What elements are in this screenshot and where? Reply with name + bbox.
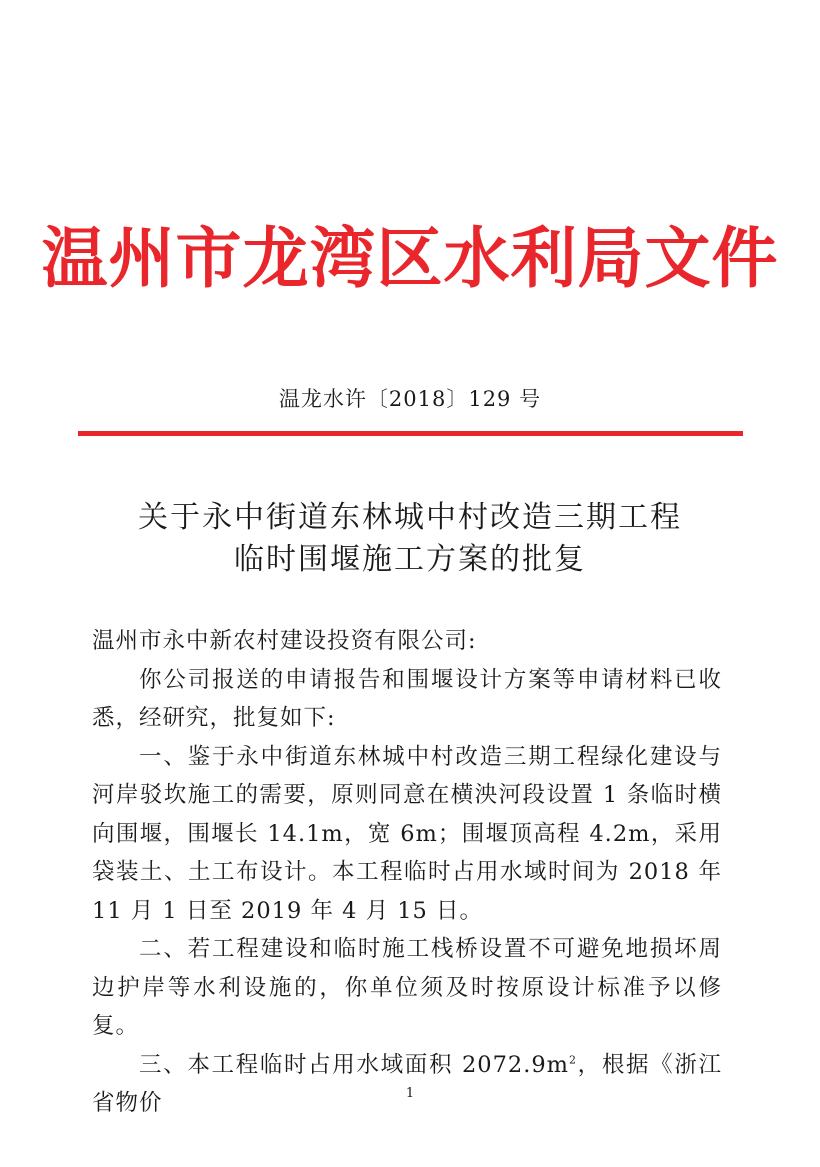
item-2-paragraph: 二、若工程建设和临时施工栈桥设置不可避免地损坏周边护岸等水利设施的，你单位须及时按原设计标准予以修复。	[92, 936, 722, 1039]
intro-paragraph: 你公司报送的申请报告和围堰设计方案等申请材料已收悉，经研究，批复如下:	[92, 666, 722, 731]
document-title	[0, 497, 820, 581]
item-3-paragraph	[92, 1046, 722, 1123]
item-3-text-end: ，根据《浙江省物价	[92, 1051, 722, 1116]
addressee: 温州市永中新农村建设投资有限公司:	[92, 628, 477, 654]
document-title-line-1: 关于永中街道东林城中村改造三期工程	[138, 500, 682, 535]
item-3-text-start: 三、本工程临时占用水域面积 2072.9m	[139, 1051, 570, 1078]
document-body	[92, 622, 722, 1123]
red-divider-line	[78, 431, 743, 436]
document-number: 温龙水许〔2018〕129 号	[278, 387, 542, 411]
item-1-paragraph: 一、鉴于永中街道东林城中村改造三期工程绿化建设与河岸驳坎施工的需要，原则同意在横泱河段设置 1 条临时横向围堰，围堰长 14.1m，宽 6m；围堰顶高程 4.2m，采用袋装土、土工布设计。本工程临时占用水域时间为 2018 年 11 月 1 日至 2019 年 4 月 15 日。	[92, 743, 722, 924]
masthead-title: 温州市龙湾区水利局文件	[41, 219, 779, 297]
document-title-line-2: 临时围堰施工方案的批复	[234, 542, 586, 577]
square-unit-superscript: 2	[569, 1053, 578, 1066]
page-number: 1	[405, 1086, 415, 1101]
